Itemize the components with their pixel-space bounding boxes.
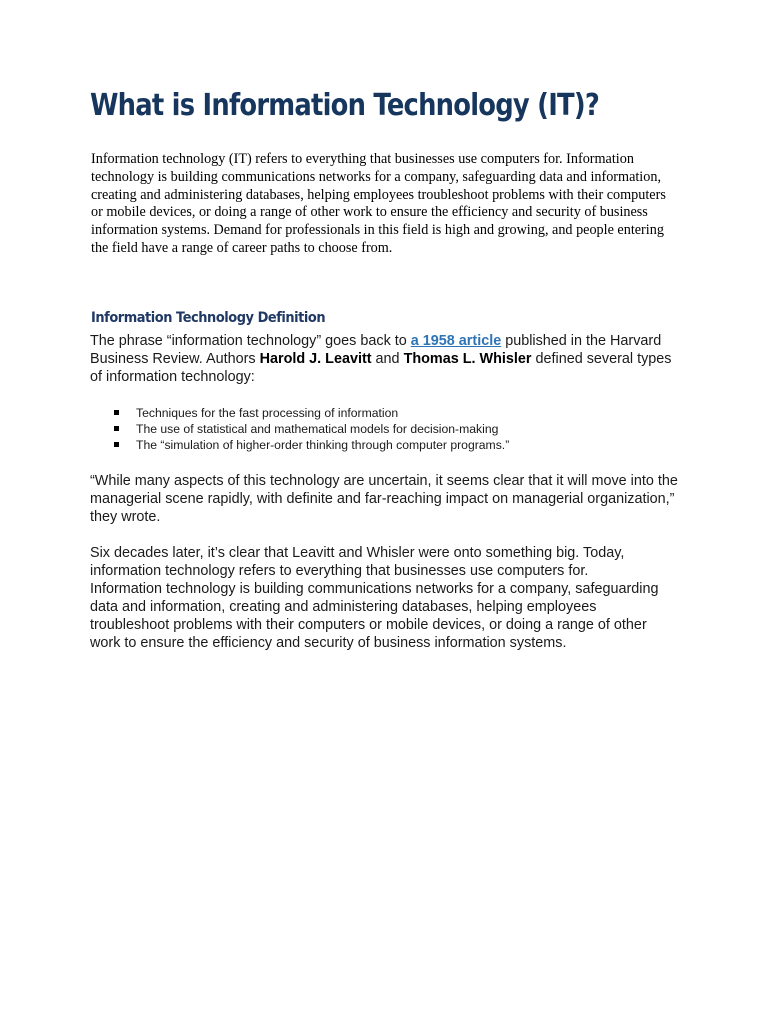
- bullet-square-icon: [114, 426, 119, 431]
- page-title: What is Information Technology (IT)?: [90, 88, 600, 123]
- section-heading: Information Technology Definition: [91, 310, 326, 326]
- bullet-square-icon: [114, 410, 119, 415]
- list-item-text: The use of statistical and mathematical models for decision-making: [136, 422, 499, 436]
- list-item: [114, 437, 509, 453]
- list-item: [114, 405, 509, 421]
- text-before-link: The phrase “information technology” goes back to: [90, 333, 411, 349]
- list-item: [114, 421, 509, 437]
- list-item-text: The “simulation of higher-order thinking through computer programs.”: [136, 438, 510, 452]
- author-name-leavitt: Harold J. Leavitt: [259, 351, 372, 367]
- closing-paragraph: Six decades later, it’s clear that Leavitt and Whisler were onto something big. Today, information technology refers to everything that businesses use computers for. Information technology is building communications networks for a company, safeguarding data and information, creating and administering databases, helping employees troubleshoot problems with their computers or mobile devices, or doing a range of other work to ensure the efficiency and security of business information systems.: [90, 545, 659, 651]
- article-link[interactable]: a 1958 article: [410, 333, 502, 349]
- text-end: defined several types of information technology:: [90, 351, 672, 385]
- text-and: and: [371, 351, 404, 367]
- quote-paragraph: “While many aspects of this technology are uncertain, it seems clear that it will move into the managerial scene rapidly, with definite and far-reaching impact on managerial organization,” they wrote.: [90, 473, 678, 525]
- bullet-list: [114, 405, 509, 453]
- text-after-link: published in the Harvard Business Review. Authors: [90, 333, 662, 367]
- intro-paragraph: Information technology (IT) refers to everything that businesses use computers for. Information technology is building communications networks for a company, safeguarding data and information, creating and administering databases, helping employees troubleshoot problems with their computers or mobile devices, or doing a range of other work to ensure the efficiency and security of business information systems. Demand for professionals in this field is high and growing, and people entering the field have a range of career paths to choose from.: [91, 151, 666, 256]
- bullet-square-icon: [114, 442, 119, 447]
- list-item-text: Techniques for the fast processing of information: [136, 406, 399, 420]
- author-name-whisler: Thomas L. Whisler: [403, 351, 532, 367]
- definition-paragraph: [90, 332, 680, 386]
